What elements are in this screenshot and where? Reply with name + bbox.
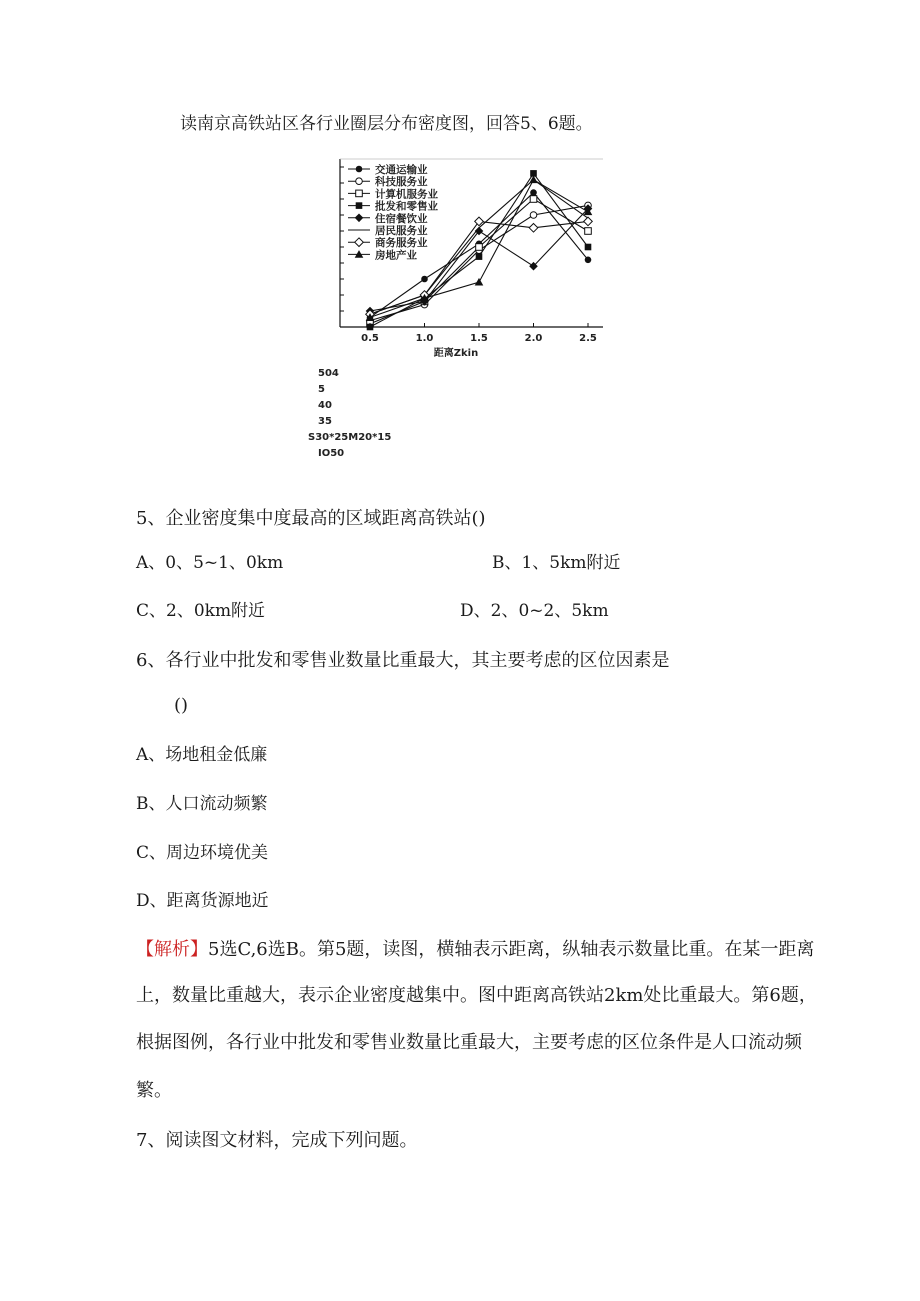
analysis-tag: 【解析】: [136, 939, 208, 960]
legend-item: [348, 236, 428, 249]
data-point-hollow-diamond: [529, 224, 538, 233]
q6-option-d: D、距离货源地近: [136, 891, 269, 911]
legend-item: [348, 248, 417, 261]
data-point-hollow-diamond: [355, 238, 364, 247]
q5-option-b: B、1、5km附近: [492, 553, 621, 573]
q6-option-a: A、场地租金低廉: [136, 745, 268, 765]
legend-label: 科技服务业: [375, 176, 428, 189]
intro-text: 读南京高铁站区各行业圈层分布密度图，回答5、6题。: [180, 114, 593, 134]
x-tick-label: 0.5: [361, 333, 379, 344]
legend-item: [348, 175, 428, 188]
analysis-text: 5选C,6选B。第5题，读图，横轴表示距离，纵轴表示数量比重。在某一距离: [208, 939, 815, 960]
question-7-stem: 7、阅读图文材料，完成下列问题。: [136, 1130, 418, 1151]
data-point-hollow-square: [476, 244, 483, 251]
data-point-hollow-square: [530, 196, 537, 203]
stray-line: 504: [318, 368, 339, 379]
data-point-hollow-circle: [530, 212, 537, 219]
legend-label: 房地产业: [375, 249, 417, 262]
legend-label: 居民服务业: [375, 225, 428, 237]
legend-item: [348, 187, 438, 200]
data-point-hollow-square: [585, 228, 592, 235]
analysis-line-4: 繁。: [136, 1080, 172, 1101]
data-point-filled-square: [585, 244, 592, 251]
data-point-filled-triangle: [475, 278, 484, 286]
legend-label: 住宿餐饮业: [375, 212, 428, 225]
stray-line: 5: [318, 384, 325, 395]
stray-ocr-text: [308, 366, 391, 462]
x-tick-label: 1.0: [415, 333, 434, 344]
q5-option-a: A、0、5~1、0km: [136, 553, 284, 573]
data-point-filled-circle: [585, 257, 592, 264]
analysis-line-3: 根据图例，各行业中批发和零售业数量比重最大，主要考虑的区位条件是人口流动频: [136, 1032, 802, 1053]
legend-label: 商务服务业: [375, 237, 428, 250]
analysis-line-1: [136, 938, 814, 962]
data-point-filled-square: [356, 202, 363, 209]
x-tick-label: 2.0: [524, 333, 543, 344]
stray-line: IO50: [318, 448, 345, 459]
x-tick-label: 2.5: [579, 333, 597, 344]
analysis-line-2: 上，数量比重越大，表示企业密度越集中。图中距离高铁站2km处比重最大。第6题，: [136, 985, 817, 1006]
data-point-hollow-diamond: [584, 217, 593, 226]
data-point-hollow-square: [356, 190, 363, 197]
q6-option-b: B、人口流动频繁: [136, 794, 268, 814]
q6-option-c: C、周边环境优美: [136, 843, 269, 863]
legend-item: [348, 200, 438, 213]
chart-legend: [348, 163, 438, 261]
data-point-filled-diamond: [355, 214, 364, 223]
legend-label: 计算机服务业: [375, 188, 438, 201]
q5-option-c: C、2、0km附近: [136, 601, 266, 621]
question-6-stem: 6、各行业中批发和零售业数量比重最大，其主要考虑的区位因素是: [136, 650, 670, 671]
data-point-filled-circle: [530, 189, 537, 196]
x-axis-label: 距离Zkin: [433, 348, 479, 359]
data-point-hollow-diamond: [475, 217, 484, 226]
q6-answer-blank: (): [174, 695, 189, 716]
density-chart: [320, 155, 610, 370]
legend-label: 交通运输业: [375, 164, 428, 176]
legend-item: [348, 212, 428, 225]
x-tick-label: 1.5: [470, 333, 488, 344]
question-5-stem: 5、企业密度集中度最高的区域距离高铁站(): [136, 508, 486, 529]
data-point-filled-circle: [356, 166, 363, 173]
legend-label: 批发和零售业: [375, 200, 438, 213]
legend-item: [348, 224, 428, 237]
stray-line: 40: [318, 400, 332, 411]
stray-line: 35: [318, 416, 332, 427]
stray-line: S30*25M20*15: [308, 432, 392, 443]
q5-option-d: D、2、0~2、5km: [460, 601, 609, 621]
data-point-filled-square: [476, 253, 483, 260]
chart-x-ticks: [361, 323, 597, 344]
data-point-hollow-circle: [356, 178, 363, 185]
data-point-filled-circle: [421, 276, 428, 283]
legend-item: [348, 163, 428, 176]
